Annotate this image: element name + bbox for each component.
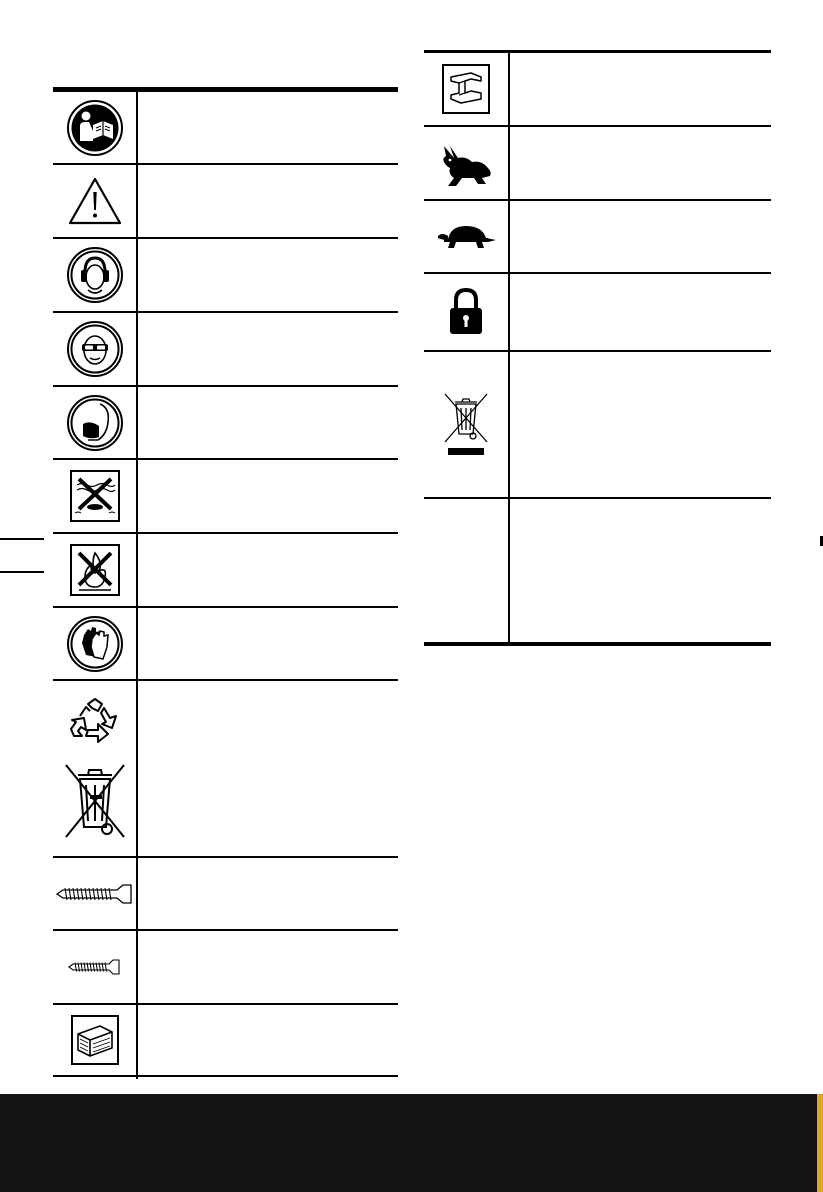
ear-protection-icon bbox=[66, 246, 124, 304]
table-row bbox=[53, 931, 398, 1005]
margin-tab-marker bbox=[0, 538, 44, 540]
table-row bbox=[53, 165, 398, 239]
short-screw-icon bbox=[67, 958, 123, 976]
symbol-description bbox=[138, 858, 398, 929]
symbol-description bbox=[138, 681, 398, 856]
symbol-description bbox=[510, 274, 771, 350]
table-row bbox=[53, 534, 398, 608]
read-manual-icon bbox=[66, 99, 124, 157]
turtle-slow-icon bbox=[434, 222, 498, 252]
table-row bbox=[53, 1005, 398, 1075]
table-row bbox=[424, 127, 771, 201]
symbol-description bbox=[510, 201, 771, 272]
symbols-table-left bbox=[53, 87, 398, 1079]
table-row bbox=[424, 53, 771, 127]
table-row bbox=[424, 499, 771, 642]
symbol-description bbox=[138, 460, 398, 532]
no-fire-icon bbox=[69, 543, 121, 597]
rabbit-fast-icon bbox=[436, 138, 496, 188]
table-bottom-rule bbox=[424, 642, 771, 646]
symbol-description bbox=[138, 387, 398, 458]
table-row bbox=[424, 352, 771, 499]
symbol-description bbox=[510, 53, 771, 125]
symbol-description bbox=[138, 165, 398, 237]
margin-tab-marker bbox=[0, 571, 44, 573]
symbol-description bbox=[138, 608, 398, 679]
table-row bbox=[424, 201, 771, 274]
table-row bbox=[53, 92, 398, 165]
table-bottom-rule bbox=[53, 1075, 398, 1077]
table-row bbox=[53, 608, 398, 681]
symbol-description bbox=[510, 127, 771, 199]
table-row bbox=[53, 460, 398, 534]
dust-mask-icon bbox=[66, 394, 124, 452]
wood-icon bbox=[70, 1014, 120, 1066]
symbol-description bbox=[138, 931, 398, 1003]
table-row bbox=[53, 387, 398, 460]
padlock-icon bbox=[446, 286, 486, 338]
table-row bbox=[424, 274, 771, 352]
symbol-description bbox=[510, 499, 771, 642]
symbol-description bbox=[510, 352, 771, 497]
table-row bbox=[53, 239, 398, 313]
gloves-icon bbox=[66, 615, 124, 673]
symbol-description bbox=[138, 1005, 398, 1075]
recycle-icon bbox=[68, 696, 122, 746]
no-water-icon bbox=[69, 469, 121, 523]
symbol-description bbox=[138, 534, 398, 606]
weee-battery-icon bbox=[441, 392, 491, 458]
weee-bin-crossed-icon bbox=[62, 761, 128, 841]
eye-protection-icon bbox=[66, 320, 124, 378]
long-screw-icon bbox=[55, 882, 135, 906]
footer-band bbox=[0, 1094, 823, 1192]
warning-triangle-icon bbox=[67, 176, 123, 226]
table-row bbox=[53, 858, 398, 931]
symbols-table-right bbox=[424, 50, 771, 650]
metal-profile-icon bbox=[441, 63, 491, 115]
table-row bbox=[53, 681, 398, 858]
symbol-description bbox=[138, 92, 398, 163]
symbol-description bbox=[138, 239, 398, 311]
footer-accent-stripe bbox=[817, 1094, 823, 1192]
table-row bbox=[53, 313, 398, 387]
symbol-description bbox=[138, 313, 398, 385]
